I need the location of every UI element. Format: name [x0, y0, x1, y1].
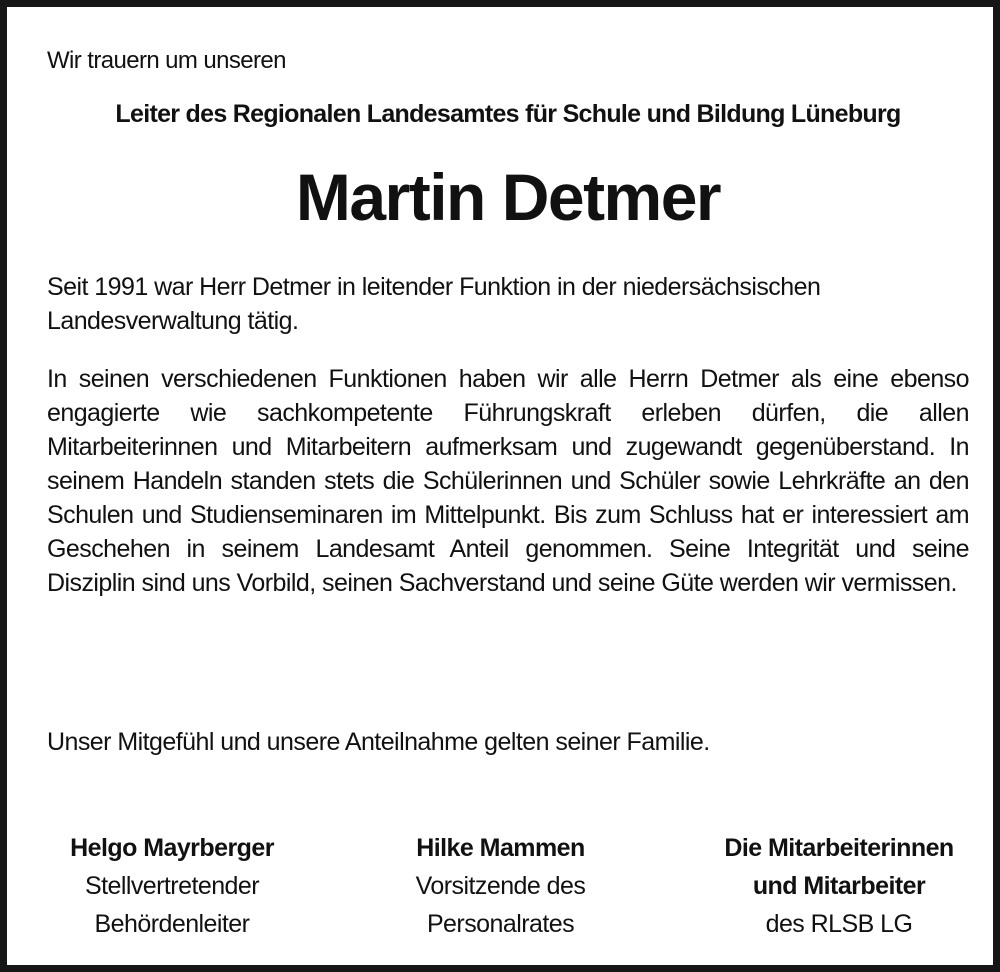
signature-staff-council	[361, 829, 641, 943]
signature-employees	[679, 829, 999, 943]
signer-name: Helgo Mayrberger	[70, 834, 274, 862]
mourning-intro: Wir trauern um unseren	[47, 47, 286, 74]
deceased-position: Leiter des Regionalen Landesamtes für Schule und Bildung Lüneburg	[115, 100, 901, 128]
signature-block	[47, 829, 969, 943]
condolence-paragraph: Unser Mitgefühl und unsere Anteilnahme gelten seiner Familie.	[47, 728, 710, 756]
signer-role-line: Behördenleiter	[94, 910, 250, 938]
deceased-name: Martin Detmer	[295, 160, 721, 234]
signer-group-name: und Mitarbeiter	[752, 872, 926, 900]
signer-role-line: Vorsitzende des	[415, 872, 586, 900]
signer-name: Hilke Mammen	[416, 834, 585, 862]
signature-deputy-head	[22, 829, 322, 943]
signer-role-line: Personalrates	[426, 910, 575, 938]
signer-organization: des RLSB LG	[765, 910, 913, 938]
tribute-paragraph: In seinen verschiedenen Funktionen haben wir alle Herrn Detmer als eine ebenso engagierte wie sachkompetente Führungskraft erleben dürfen, die allen Mitarbeiterinnen und Mitarbeitern aufmerksam und zugewandt gegenüberstand. In seinem Handeln standen stets die Schülerinnen und Schüler sowie Lehrkräfte an den Schulen und Studienseminaren im Mittelpunkt. Bis zum Schluss hat er interessiert am Geschehen in seinem Landesamt Anteil genommen. Seine Integrität und seine Disziplin sind uns Vorbild, seinen Sachverstand und seine Güte werden wir vermissen.	[47, 365, 969, 597]
signer-group-name: Die Mitarbeiterinnen	[724, 834, 954, 862]
signer-role-line: Stellvertretender	[84, 872, 260, 900]
career-paragraph: Seit 1991 war Herr Detmer in leitender Funktion in der niedersächsischen Landesverwaltung tätig.	[47, 273, 821, 335]
